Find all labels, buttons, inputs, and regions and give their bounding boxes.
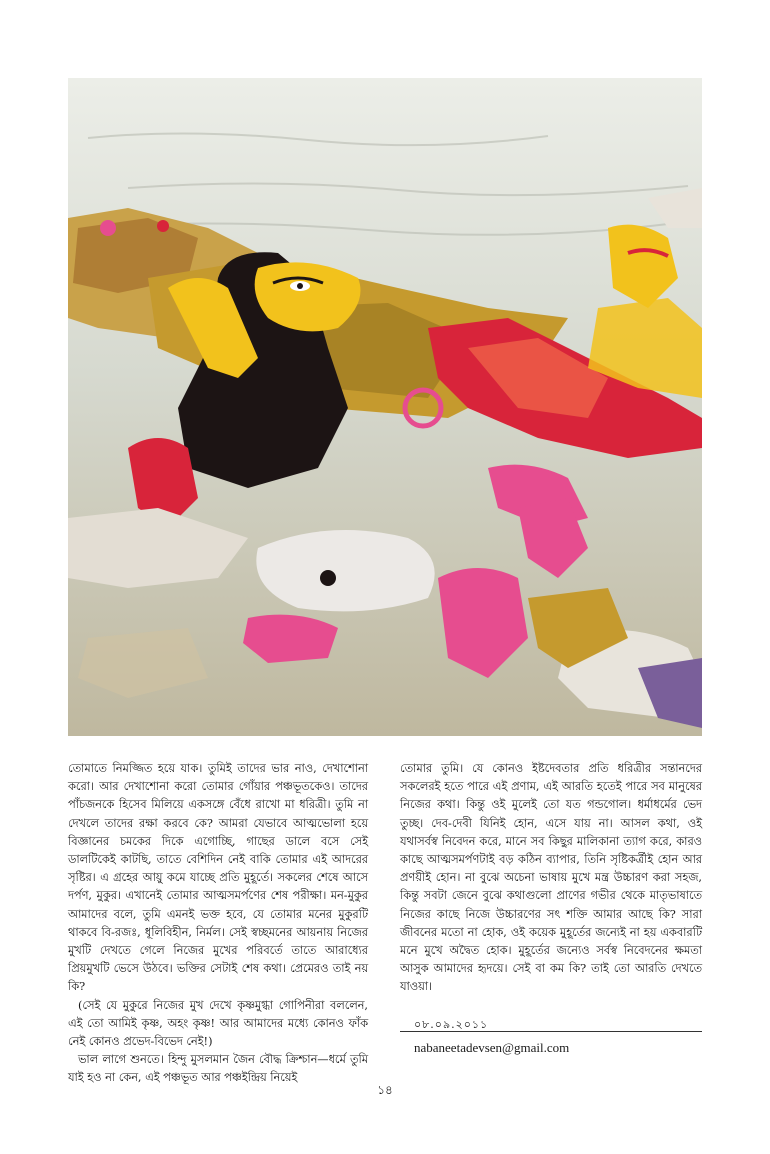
paragraph: ভাল লাগে শুনতে। হিন্দু মুসলমান জৈন বৌদ্ধ ক্রিশ্চান—ধর্মে তুমি যাই হও না কেন, এই পঞ্চভূত আর পঞ্চইন্দ্রিয় নিয়েই <box>68 1053 368 1085</box>
article-column-left <box>68 760 368 1088</box>
divider <box>400 1031 702 1032</box>
article-column-right <box>400 760 702 997</box>
paragraph: তোমাতে নিমজ্জিত হয়ে যাক। তুমিই তাদের ভার নাও, দেখাশোনা করো। আর দেখাশোনা করো তোমার গোঁয়ার পঞ্চভূতকেও। তাদের পাঁচজনকে হিসেব মিলিয়ে একসঙ্গে বেঁধে রাখো মা ধরিত্রী। তুমি না দেখলে তাদের রক্ষা করবে কে? আমরা যেভাবে আত্মভোলা হয়ে বিজ্ঞানের চমকের দিকে এগোচ্ছি, গাছের ডালে বসে সেই ডালটিকেই কাটছি, তাতে বেশিদিন নেই বাকি তোমার এই আদরের সৃষ্টির। এ গ্রহের আয়ু কমে যাচ্ছে প্রতি মুহূর্তে। সকলের শেষে আসে দর্পণ, মুকুর। এখানেই তোমার আত্মসমর্পণের শেষ পরীক্ষা। মন-মুকুর আমাদের বলে, তুমি এমনই ভক্ত হবে, যে তোমার মনের মুকুরটি থাকবে বি-রজঃ, ধূলিবিহীন, নির্মল। সেই স্বচ্ছমনের আয়নায় নিজের মুখটি দেখতে গেলে নিজের মুখের পরিবর্তে তাতে আরাধ্যের প্রিয়মুখটি ভেসে উঠবে। ভক্তির সেটাই শেষ কথা। প্রেমেরও তাই নয় কি? <box>68 762 368 994</box>
author-email: nabaneetadevsen@gmail.com <box>414 1040 570 1055</box>
durga-idol-immersion-photo-icon <box>68 78 702 736</box>
paragraph: (সেই যে মুকুরে নিজের মুখ দেখে কৃষ্ণমুগ্ধা গোপিনীরা বললেন, এই তো আমিই কৃষ্ণ, অহং কৃষ্ণ! আর আমাদের মধ্যে কোনও ফাঁক নেই কোনও প্রভেদ-বিভেদ নেই!) <box>68 998 368 1049</box>
page-number: ১৪ <box>377 1083 393 1097</box>
durga-immersion-photo <box>68 78 702 736</box>
paragraph: তোমার তুমি। যে কোনও ইষ্টদেবতার প্রতি ধরিত্রীর সন্তানদের সকলেরই হতে পারে এই প্রণাম, এই আরতি হতেই পারে সব মানুষের নিজের কথা। কিন্তু ওই মুলেই তো যত গন্ডগোল। ধর্মাধর্মের ভেদ তুচ্ছ। দেব-দেবী যিনিই হোন, এসে যায় না। আসল কথা, ওই যথাসর্বস্ব নিবেদন করে, মানে সব কিছুর মালিকানা ত্যাগ করে, কারও কাছে আত্মসমর্পণটাই বড় কঠিন ব্যাপার, তিনি সৃষ্টিকর্ত্রীই হোন আর প্রণয়ীই হোন। না বুঝে অচেনা ভাষায় মুখে মন্ত্র উচ্চারণ করা সহজ, কিন্তু সবটা জেনে বুঝে কথাগুলো প্রাণের গভীর থেকে মাতৃভাষাতে নিজের কাছে নিজে উচ্চারণের সৎ শক্তি আমার আছে কি? সারা জীবনের মতো না হোক, ওই কয়েক মুহূর্তের জন্যেই না হয় একবারটি মনে মুখে অদ্বৈত হোক। মুহূর্তের জন্যেও সর্বস্ব নিবেদনের ক্ষমতা আসুক আমাদের হৃদয়ে। সেই বা কম কি? তাই তো আরতি দেখতে যাওয়া। <box>400 762 702 994</box>
article-date: ০৮.০৯.২০১১ <box>414 1018 489 1031</box>
